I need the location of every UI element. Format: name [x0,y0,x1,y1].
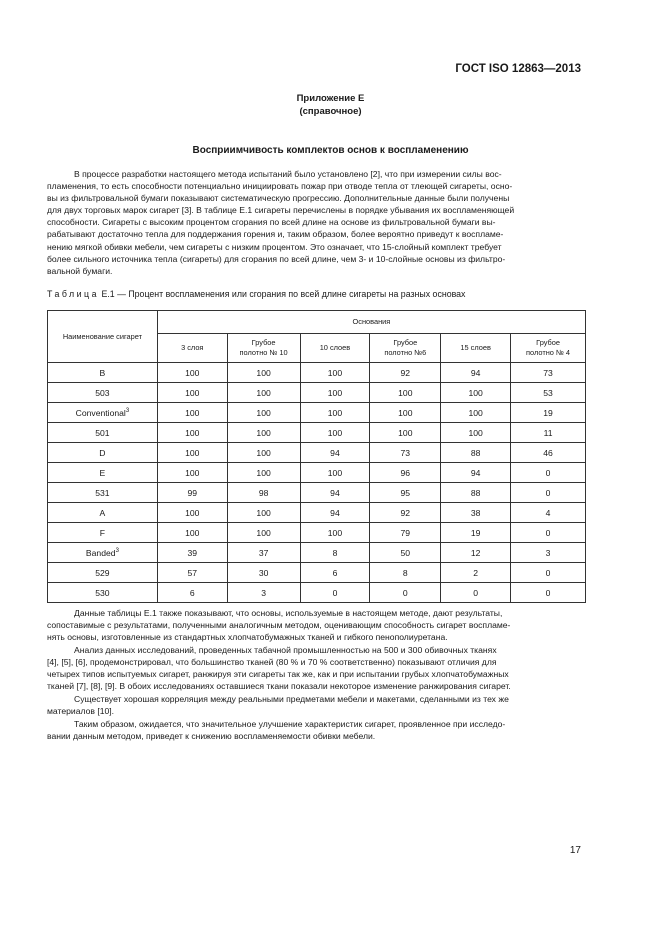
table-row [48,463,586,483]
subheader-line: 3 слоя [181,343,204,352]
subheader-line: Грубое [536,338,560,347]
text-line: Анализ данных исследований, проведенных табачной промышленностью на 500 и 300 обивочных тканях [74,645,497,655]
text-line: вы из фильтровальной бумаги показывают систематическую прогрессию. Дополнительные данные были получены [47,193,510,204]
value-cell: 73 [370,443,441,463]
value-cell: 100 [300,383,370,403]
footnote-ref: 3 [125,407,130,414]
text-line: тканей [7], [8], [9]. В обоих исследованиях оставшиеся ткани показали некоторое изменение ранжирования сигарет. [47,681,511,692]
correlation-paragraph [47,693,585,717]
table-row [48,383,586,403]
value-cell: 0 [511,483,586,503]
value-cell: 73 [511,363,586,383]
value-cell: 6 [300,563,370,583]
value-cell: 100 [157,503,227,523]
value-cell: 92 [370,363,441,383]
value-cell: 99 [157,483,227,503]
page-number: 17 [569,845,581,856]
table-row [48,363,586,383]
value-cell: 100 [227,503,300,523]
subheader-line: полотно №6 [384,348,427,357]
value-cell: 94 [300,443,370,463]
value-cell: 95 [370,483,441,503]
value-cell: 0 [370,583,441,603]
value-cell: 79 [370,523,441,543]
value-cell: 94 [441,463,511,483]
value-cell: 100 [227,403,300,423]
value-cell: 0 [511,463,586,483]
table-subheader [370,334,441,363]
cigarette-name-cell [48,403,158,423]
cigarette-name-cell [48,423,158,443]
value-cell: 8 [370,563,441,583]
table-subheader [300,334,370,363]
value-cell: 94 [300,503,370,523]
document-id: ГОСТ ISO 12863—2013 [455,63,581,75]
table-group-header: Основания [157,311,585,334]
value-cell: 0 [300,583,370,603]
cigarette-name-cell [48,483,158,503]
text-line: пламенения, то есть способности потенциально инициировать пожар при отводе тепла от тлеющей сигареты, осно- [47,181,513,192]
text-line: сопоставимые с результатами, полученными аналогичным методом, оценивающим способность сигарет воспламе- [47,620,511,631]
text-line: Таким образом, ожидается, что значительное улучшение характеристик сигарет, проявленное при исследо- [74,719,506,729]
table-caption-text: Е.1 — Процент воспламенения или сгорания по всей длине сигареты на разных основах [99,289,466,299]
value-cell: 100 [227,383,300,403]
table-row [48,443,586,463]
value-cell: 39 [157,543,227,563]
cigarette-name: 531 [95,487,110,498]
value-cell: 57 [157,563,227,583]
value-cell: 100 [227,363,300,383]
value-cell: 8 [300,543,370,563]
table-subheader [441,334,511,363]
appendix-heading [0,92,661,118]
table-row [48,583,586,603]
text-line: В процессе разработки настоящего метода испытаний было установлено [2], что при измерении силы вос- [74,169,502,179]
value-cell: 100 [441,383,511,403]
value-cell: 100 [441,423,511,443]
value-cell: 88 [441,483,511,503]
text-line: Существует хорошая корреляция между реальными предметами мебели и макетами, сделанными из тех же [74,694,509,704]
table-caption [47,289,465,299]
value-cell: 12 [441,543,511,563]
value-cell: 38 [441,503,511,523]
value-cell: 3 [511,543,586,563]
subheader-line: 15 слоев [460,343,491,352]
text-line: [4], [5], [6], продемонстрировал, что большинство тканей (80 % и 70 % соответственно) показывают отличия для [47,657,497,668]
value-cell: 0 [511,583,586,603]
value-cell: 11 [511,423,586,443]
value-cell: 100 [227,463,300,483]
value-cell: 50 [370,543,441,563]
cigarette-name: F [99,527,106,538]
table-subheader [511,334,586,363]
text-line: четырех типов испытуемых сигарет, ранжируя эти сигареты так же, как и при испытании грубых хлопчатобумажных [47,669,509,680]
value-cell: 100 [157,423,227,443]
value-cell: 88 [441,443,511,463]
table-row [48,563,586,583]
value-cell: 0 [511,523,586,543]
summary-paragraph [47,718,585,742]
value-cell: 96 [370,463,441,483]
analysis-paragraph [47,644,585,692]
value-cell: 100 [157,363,227,383]
table-row [48,403,586,423]
table-row [48,503,586,523]
cigarette-name: E [99,467,106,478]
text-line: для двух торговых марок сигарет [3]. В таблице Е.1 сигареты перечислены в порядке убывания их воспламеняющей [47,205,515,216]
cigarette-name: Banded [85,547,116,558]
value-cell: 100 [370,403,441,423]
subheader-line: 10 слоев [319,343,351,352]
value-cell: 100 [157,523,227,543]
table-row [48,543,586,563]
value-cell: 100 [300,403,370,423]
footnote-ref: 3 [115,547,119,554]
subheader-line: Грубое [251,338,276,347]
value-cell: 100 [300,363,370,383]
value-cell: 0 [511,563,586,583]
value-cell: 98 [227,483,300,503]
cigarette-name-cell [48,363,158,383]
text-line: более сильного источника тепла (сигареты) для сгорания по всей длине, чем 3- и 10-слойные основы из фильтро- [47,253,506,264]
cigarette-name-cell [48,563,158,583]
value-cell: 100 [227,423,300,443]
value-cell: 100 [300,423,370,443]
value-cell: 100 [157,463,227,483]
cigarette-name: 501 [95,427,110,438]
table-subheader [157,334,227,363]
value-cell: 92 [370,503,441,523]
value-cell: 46 [511,443,586,463]
ignition-table [47,310,586,603]
cigarette-name-cell [48,463,158,483]
table-subheader [227,334,300,363]
text-line: рабатывают достаточно тепла для поддержания горения и, таким образом, более вероятно приведут к воспламе- [47,229,504,240]
cigarette-name: 503 [95,387,110,398]
cigarette-name-cell [48,443,158,463]
value-cell: 3 [227,583,300,603]
cigarette-name-cell [48,543,158,563]
cigarette-name: Conventional [75,407,126,418]
value-cell: 100 [370,423,441,443]
text-line: нять основы, изготовленные из стандартных хлопчатобумажных тканей и гибкого пенополиуретана. [47,632,448,643]
text-line: Данные таблицы Е.1 также показывают, что основы, используемые в настоящем методе, дают результаты, [74,608,503,618]
value-cell: 6 [157,583,227,603]
value-cell: 19 [441,523,511,543]
value-cell: 19 [511,403,586,423]
subheader-line: полотно № 4 [526,348,571,357]
value-cell: 30 [227,563,300,583]
text-line: вании данным методом, приведет к снижению воспламеняемости обивки мебели. [47,731,376,742]
value-cell: 100 [370,383,441,403]
cigarette-name-cell [48,523,158,543]
cigarette-name-cell [48,583,158,603]
table-col-header-name: Наименование сигарет [48,311,158,363]
cigarette-name: 530 [95,587,110,598]
value-cell: 100 [157,383,227,403]
value-cell: 4 [511,503,586,523]
value-cell: 100 [300,523,370,543]
value-cell: 100 [227,523,300,543]
table-row [48,423,586,443]
value-cell: 2 [441,563,511,583]
table-row [48,523,586,543]
subheader-line: Грубое [393,338,418,347]
value-cell: 0 [441,583,511,603]
section-title: Восприимчивость комплектов основ к воспламенению [192,145,469,156]
intro-paragraph [47,168,585,277]
conclusion-paragraph [47,607,585,643]
value-cell: 100 [157,403,227,423]
value-cell: 94 [300,483,370,503]
text-line: вальной бумаги. [47,265,113,276]
cigarette-name: B [99,367,106,378]
appendix-subtitle: (справочное) [299,106,362,117]
appendix-title: Приложение Е [296,93,365,104]
cigarette-name: 529 [95,567,110,578]
value-cell: 100 [157,443,227,463]
value-cell: 37 [227,543,300,563]
value-cell: 94 [441,363,511,383]
cigarette-name: A [99,507,106,518]
text-line: нению мягкой обивки мебели, чем сигареты с низким процентом. Это означает, что 15-слойный комплект требует [47,241,502,252]
text-line: материалов [10]. [47,706,115,717]
value-cell: 53 [511,383,586,403]
value-cell: 100 [441,403,511,423]
cigarette-name-cell [48,383,158,403]
value-cell: 100 [300,463,370,483]
subheader-line: полотно № 10 [239,348,288,357]
table-row [48,483,586,503]
table-caption-label: Таблица [47,289,99,299]
cigarette-name-cell [48,503,158,523]
text-line: способности. Сигареты с высоким процентом сгорания по всей длине на основе из фильтровальной бумаги вы- [47,217,496,228]
value-cell: 100 [227,443,300,463]
cigarette-name: D [99,447,106,458]
